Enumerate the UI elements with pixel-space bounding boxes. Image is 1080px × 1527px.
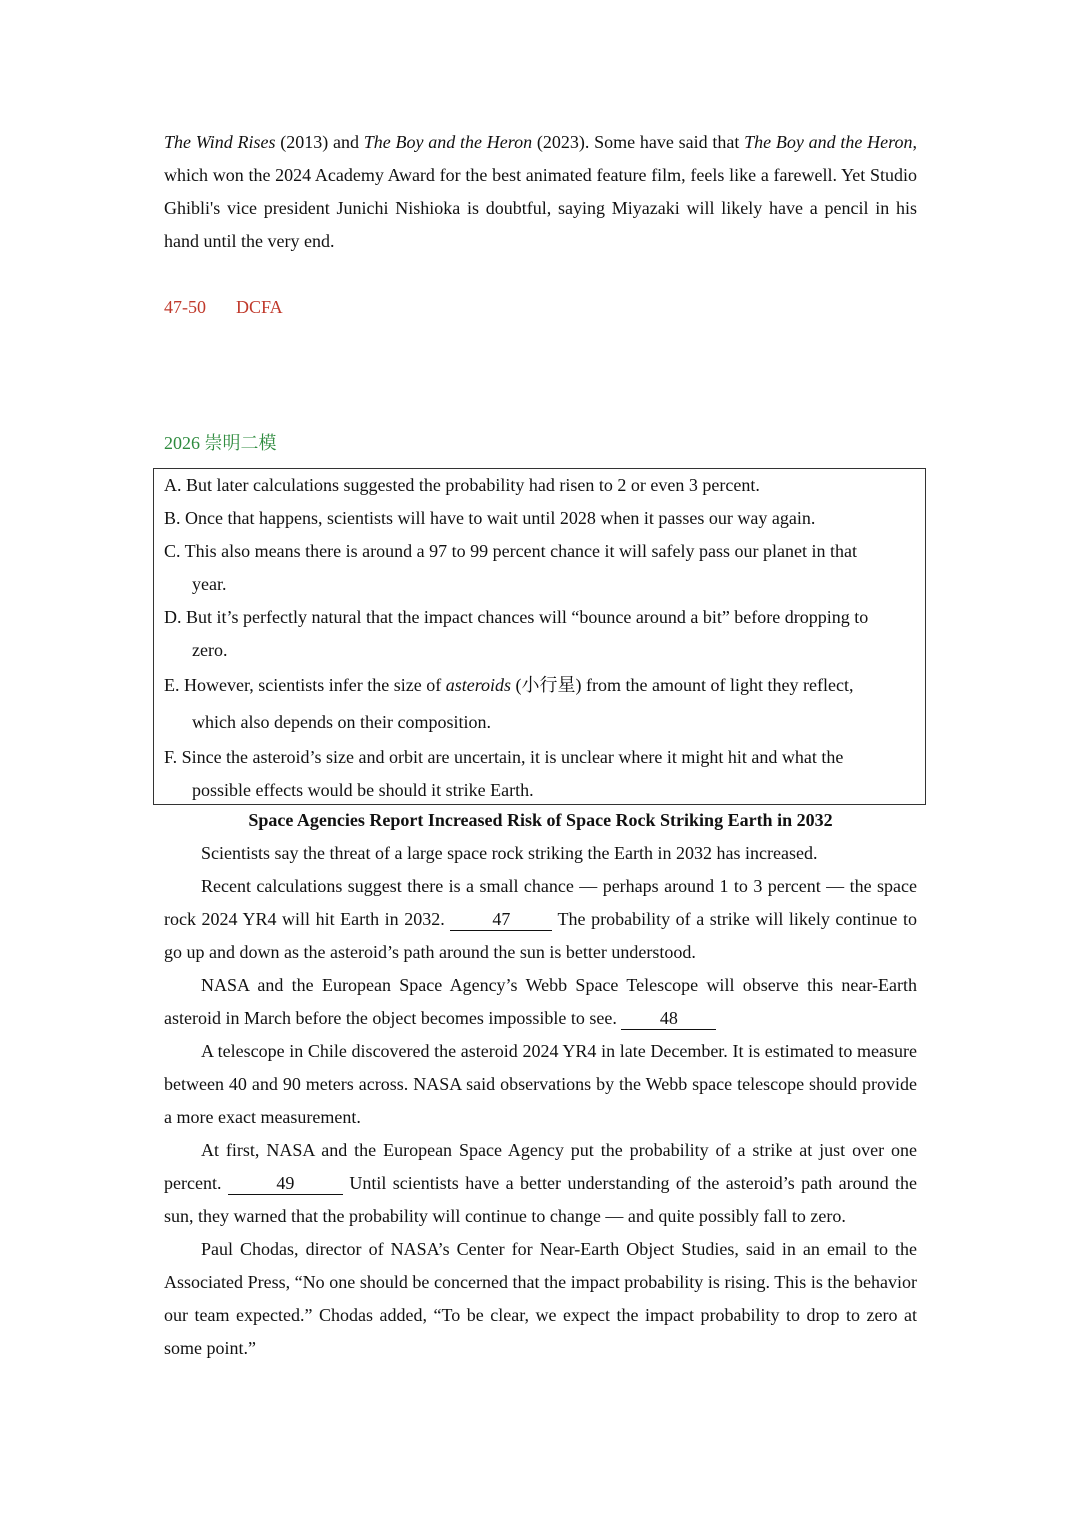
option-e [164, 667, 915, 741]
paragraph-text: At first, NASA and the European Space Agency put the probability of a strike at just over one percent. [164, 1140, 917, 1193]
option-text: C. This also means there is around a 97 to 99 percent chance it will safely pass our planet in that [164, 541, 857, 561]
options-box [153, 468, 926, 805]
blank-47: 47 [450, 908, 552, 931]
intro-text: , which won the 2024 Academy Award for the best animated feature film, feels like a farewell. Yet Studio Ghibli's vice president Junichi Nishioka is doubtful, saying Miyazaki will likely have a pencil in his hand until the very end. [164, 132, 917, 251]
article-title: Space Agencies Report Increased Risk of Space Rock Striking Earth in 2032 [248, 810, 833, 830]
paragraph-text: NASA and the European Space Agency’s Webb Space Telescope will observe this near-Earth asteroid in March before the object becomes impossible to see. [164, 975, 917, 1028]
intro-paragraph [164, 126, 917, 258]
article-paragraph: Paul Chodas, director of NASA’s Center for Near-Earth Object Studies, said in an email to the Associated Press, “No one should be concerned that the impact probability is rising. This is the behavior our team expected.” Chodas added, “To be clear, we expect the impact probability to drop to zero at some point.” [164, 1239, 917, 1358]
option-text-part: E. However, scientists infer the size of [164, 675, 446, 695]
option-text [164, 667, 915, 704]
article-paragraph [164, 1134, 917, 1233]
article-body [164, 837, 917, 1365]
answer-letters: DCFA [236, 297, 283, 317]
film-title: The Boy and the Heron [363, 132, 533, 152]
answer-key [164, 293, 917, 321]
paragraph-text: The probability of a strike will likely continue to go up and down as the asteroid’s path around the sun is better understood. [164, 909, 917, 962]
option-d [164, 601, 915, 667]
intro-text: (2013) and [275, 132, 364, 152]
option-text-cont: possible effects would be should it strike Earth. [192, 780, 534, 800]
article-paragraph [164, 969, 917, 1035]
option-text: D. But it’s perfectly natural that the impact chances will “bounce around a bit” before dropping to [164, 607, 869, 627]
option-b [164, 502, 915, 535]
paragraph-text: Recent calculations suggest there is a small chance — perhaps around 1 to 3 percent — the space rock 2024 YR4 will hit Earth in 2032. [164, 876, 917, 929]
film-title: The Boy and the Heron [744, 132, 913, 152]
article-paragraph [164, 870, 917, 969]
article-paragraph: A telescope in Chile discovered the asteroid 2024 YR4 in late December. It is estimated to measure between 40 and 90 meters across. NASA said observations by the Webb space telescope should provide a more exact measurement. [164, 1041, 917, 1127]
option-a [164, 469, 915, 502]
option-text-cont: which also depends on their composition. [192, 712, 491, 732]
option-f [164, 741, 915, 807]
option-text: F. Since the asteroid’s size and orbit are uncertain, it is unclear where it might hit and what the [164, 747, 844, 767]
option-text: A. But later calculations suggested the probability had risen to 2 or even 3 percent. [164, 475, 760, 495]
film-title: The Wind Rises [164, 132, 276, 152]
option-text-cont: year. [192, 574, 227, 594]
option-c [164, 535, 915, 601]
intro-text: (2023). Some have said that [532, 132, 745, 152]
option-text-cont: zero. [192, 640, 228, 660]
article-paragraph: Scientists say the threat of a large space rock striking the Earth in 2032 has increased. [201, 843, 818, 863]
option-term: asteroids [445, 675, 512, 695]
section-label: 2026 崇明二模 [164, 433, 277, 453]
option-text-part: (小行星) from the amount of light they reflect, [511, 675, 854, 695]
blank-49: 49 [228, 1172, 343, 1195]
option-text: B. Once that happens, scientists will have to wait until 2028 when it passes our way again. [164, 508, 816, 528]
blank-48: 48 [621, 1007, 716, 1030]
paragraph-text: Until scientists have a better understanding of the asteroid’s path around the sun, they warned that the probability will continue to change — and quite possibly fall to zero. [164, 1173, 917, 1226]
answer-range: 47-50 [164, 297, 206, 317]
